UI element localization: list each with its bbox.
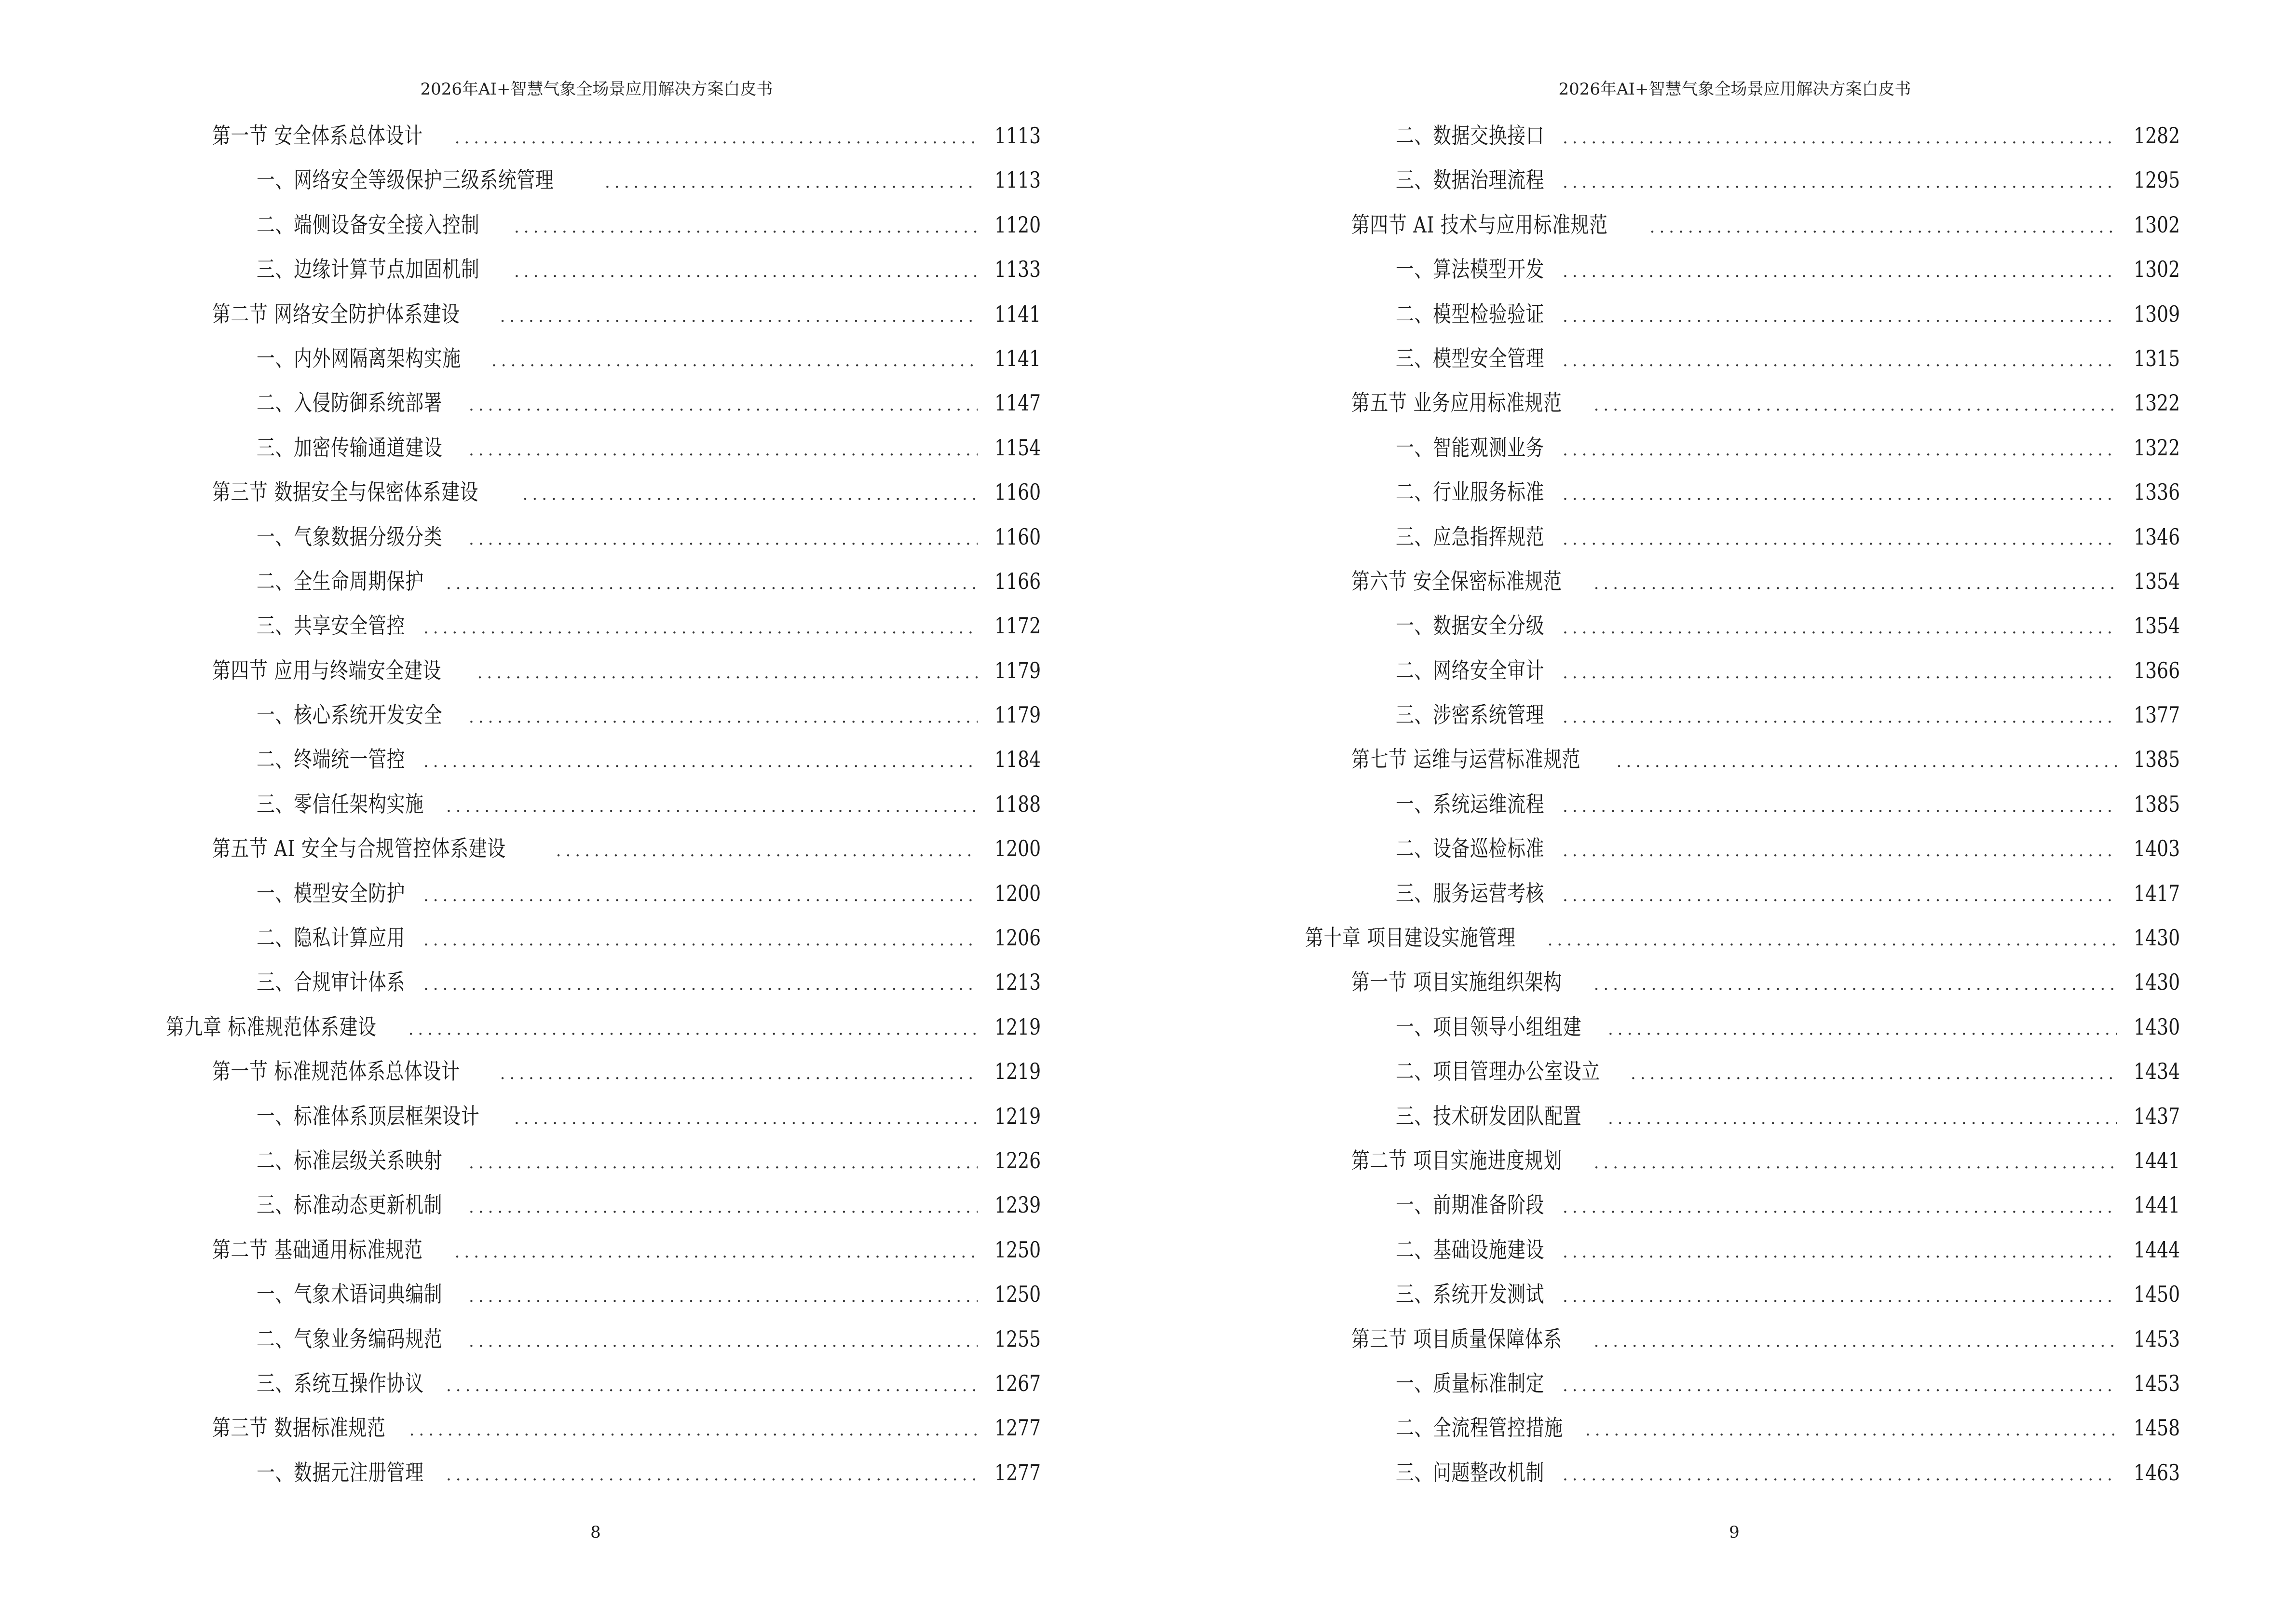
toc-entry-title: 一、项目领导小组组建 (1396, 1013, 1582, 1040)
toc-entry-title: 二、气象业务编码规范 (257, 1325, 443, 1352)
running-header: 2026年AI+智慧气象全场景应用解决方案白皮书 (1558, 80, 1911, 99)
toc-entry-item[interactable] (1305, 1010, 2180, 1054)
toc-entry-page-number: 1309 (2133, 300, 2180, 327)
toc-entry-title: 三、技术研发团队配置 (1396, 1103, 1582, 1129)
toc-entry-title: 第四节 应用与终端安全建设 (212, 657, 442, 683)
toc-entry-page-number: 1366 (2133, 657, 2180, 683)
toc-entry-item[interactable] (1305, 654, 2180, 698)
dot-leader (469, 1280, 978, 1313)
toc-entry-item[interactable] (1305, 475, 2180, 519)
toc-entry-page-number: 1441 (2133, 1192, 2180, 1218)
toc-entry-section[interactable] (166, 297, 1041, 341)
dot-leader (1563, 522, 2117, 556)
toc-entry-page-number: 1282 (2133, 123, 2180, 149)
toc-entry-item[interactable] (166, 921, 1041, 965)
toc-entry-page-number: 1354 (2133, 613, 2180, 639)
toc-entry-item[interactable] (166, 208, 1041, 252)
toc-entry-page-number: 1166 (994, 568, 1041, 594)
dot-leader (1563, 879, 2117, 913)
dot-leader (469, 522, 978, 556)
toc-entry-item[interactable] (166, 520, 1041, 564)
toc-entry-item[interactable] (166, 252, 1041, 297)
toc-entry-title: 一、数据元注册管理 (257, 1459, 424, 1486)
dot-leader (455, 1235, 978, 1269)
toc-entry-item[interactable] (166, 1099, 1041, 1144)
toc-entry-title: 一、算法模型开发 (1396, 256, 1545, 283)
toc-entry-title: 三、系统开发测试 (1396, 1281, 1545, 1308)
toc-entry-title: 第十章 项目建设实施管理 (1305, 925, 1516, 951)
toc-entry-title: 二、全流程管控措施 (1396, 1415, 1563, 1441)
dot-leader (1563, 165, 2117, 199)
dot-leader (1594, 388, 2117, 422)
toc-entry-title: 第一节 项目实施组织架构 (1351, 969, 1562, 996)
toc-entry-item[interactable] (166, 1144, 1041, 1188)
toc-entry-page-number: 1295 (2133, 167, 2180, 193)
toc-entry-title: 一、核心系统开发安全 (257, 702, 443, 728)
dot-leader (1594, 968, 2117, 1001)
toc-entry-title: 第二节 项目实施进度规划 (1351, 1147, 1562, 1174)
toc-entry-title: 第三节 项目质量保障体系 (1351, 1325, 1562, 1352)
dot-leader (455, 121, 978, 155)
toc-entry-page-number: 1458 (2133, 1415, 2180, 1441)
toc-entry-section[interactable] (1305, 564, 2180, 609)
toc-entry-title: 一、系统运维流程 (1396, 791, 1545, 817)
toc-entry-item[interactable] (166, 1366, 1041, 1411)
toc-entry-title: 第三节 数据安全与保密体系建设 (212, 479, 479, 505)
toc-entry-item[interactable] (166, 965, 1041, 1010)
toc-entry-title: 第二节 网络安全防护体系建设 (212, 300, 460, 327)
dot-leader (514, 255, 978, 288)
toc-entry-section[interactable] (166, 654, 1041, 698)
toc-entry-section[interactable] (166, 832, 1041, 876)
toc-entry-page-number: 1453 (2133, 1370, 2180, 1396)
dot-leader (514, 1102, 978, 1135)
toc-entry-item[interactable] (1305, 832, 2180, 876)
toc-entry-item[interactable] (1305, 1188, 2180, 1232)
toc-entry-title: 一、智能观测业务 (1396, 434, 1545, 461)
toc-entry-page-number: 1219 (994, 1103, 1041, 1129)
toc-entry-title: 三、模型安全管理 (1396, 345, 1545, 371)
dot-leader (1563, 834, 2117, 868)
toc-entry-title: 二、模型检验验证 (1396, 300, 1545, 327)
dot-leader (1563, 700, 2117, 734)
toc-entry-page-number: 1444 (2133, 1236, 2180, 1263)
toc-entry-page-number: 1322 (2133, 434, 2180, 461)
toc-entry-item[interactable] (1305, 1233, 2180, 1277)
toc-entry-item[interactable] (1305, 431, 2180, 475)
toc-entry-section[interactable] (166, 119, 1041, 163)
toc-entry-item[interactable] (1305, 163, 2180, 207)
toc-entry-page-number: 1437 (2133, 1103, 2180, 1129)
toc-entry-item[interactable] (166, 1188, 1041, 1232)
dot-leader (423, 968, 978, 1001)
toc-entry-title: 一、质量标准制定 (1396, 1370, 1545, 1396)
dot-leader (1563, 1280, 2117, 1313)
toc-entry-page-number: 1302 (2133, 211, 2180, 238)
dot-leader (469, 1324, 978, 1358)
dot-leader (423, 745, 978, 778)
dot-leader (1631, 1057, 2117, 1091)
toc-entry-page-number: 1385 (2133, 791, 2180, 817)
toc-entry-page-number: 1250 (994, 1236, 1041, 1263)
dot-leader (408, 1012, 978, 1046)
table-of-contents (166, 119, 1041, 1500)
toc-entry-title: 三、系统互操作协议 (257, 1370, 424, 1396)
dot-leader (1594, 1324, 2117, 1358)
toc-entry-title: 三、标准动态更新机制 (257, 1192, 443, 1218)
toc-entry-page-number: 1113 (994, 167, 1041, 193)
toc-entry-title: 一、模型安全防护 (257, 880, 406, 906)
toc-entry-page-number: 1200 (994, 835, 1041, 862)
toc-entry-title: 一、前期准备阶段 (1396, 1192, 1545, 1218)
toc-entry-page-number: 1453 (2133, 1325, 2180, 1352)
toc-entry-item[interactable] (1305, 297, 2180, 341)
dot-leader (500, 1057, 978, 1091)
toc-entry-item[interactable] (166, 698, 1041, 742)
toc-entry-title: 一、标准体系顶层框架设计 (257, 1103, 480, 1129)
toc-entry-page-number: 1184 (994, 746, 1041, 773)
toc-entry-page-number: 1277 (994, 1415, 1041, 1441)
dot-leader (446, 567, 978, 600)
toc-entry-title: 三、零信任架构实施 (257, 791, 424, 817)
toc-entry-item[interactable] (1305, 520, 2180, 564)
toc-entry-title: 第四节 AI 技术与应用标准规范 (1351, 211, 1608, 238)
toc-entry-title: 二、项目管理办公室设立 (1396, 1058, 1600, 1085)
toc-entry-title: 第七节 运维与运营标准规范 (1351, 746, 1581, 773)
toc-entry-title: 第一节 标准规范体系总体设计 (212, 1058, 460, 1085)
toc-entry-title: 三、服务运营考核 (1396, 880, 1545, 906)
dot-leader (409, 1413, 978, 1447)
toc-entry-title: 二、设备巡检标准 (1396, 835, 1545, 862)
toc-entry-title: 三、问题整改机制 (1396, 1459, 1545, 1486)
toc-entry-page-number: 1172 (994, 613, 1041, 639)
toc-entry-title: 第二节 基础通用标准规范 (212, 1236, 423, 1263)
toc-entry-item[interactable] (166, 1277, 1041, 1322)
toc-entry-title: 三、共享安全管控 (257, 613, 406, 639)
toc-entry-title: 一、数据安全分级 (1396, 613, 1545, 639)
toc-entry-section[interactable] (166, 1054, 1041, 1099)
dot-leader (1563, 790, 2117, 823)
toc-entry-page-number: 1267 (994, 1370, 1041, 1396)
toc-entry-page-number: 1133 (994, 256, 1041, 283)
running-header: 2026年AI+智慧气象全场景应用解决方案白皮书 (420, 80, 773, 99)
toc-entry-title: 一、内外网隔离架构实施 (257, 345, 461, 371)
toc-entry-page-number: 1250 (994, 1281, 1041, 1308)
toc-entry-page-number: 1141 (994, 300, 1041, 327)
dot-leader (1563, 478, 2117, 511)
toc-entry-page-number: 1450 (2133, 1281, 2180, 1308)
toc-entry-page-number: 1154 (994, 434, 1041, 461)
toc-entry-page-number: 1120 (994, 211, 1041, 238)
toc-entry-page-number: 1179 (994, 657, 1041, 683)
toc-entry-item[interactable] (1305, 1411, 2180, 1455)
toc-entry-page-number: 1302 (2133, 256, 2180, 283)
toc-entry-item[interactable] (1305, 698, 2180, 742)
toc-entry-page-number: 1315 (2133, 345, 2180, 371)
toc-entry-item[interactable] (166, 1456, 1041, 1500)
dot-leader (1563, 611, 2117, 645)
dot-leader (1563, 121, 2117, 155)
dot-leader (556, 834, 978, 868)
toc-entry-title: 第五节 业务应用标准规范 (1351, 390, 1562, 416)
dot-leader (523, 478, 978, 511)
toc-entry-item[interactable] (1305, 1054, 2180, 1099)
toc-entry-section[interactable] (166, 1233, 1041, 1277)
toc-entry-page-number: 1213 (994, 969, 1041, 996)
dot-leader (1563, 344, 2117, 378)
toc-entry-item[interactable] (166, 163, 1041, 207)
toc-entry-page-number: 1147 (994, 390, 1041, 416)
toc-entry-title: 二、全生命周期保护 (257, 568, 424, 594)
dot-leader (446, 1458, 978, 1492)
toc-entry-page-number: 1141 (994, 345, 1041, 371)
toc-entry-page-number: 1430 (2133, 925, 2180, 951)
toc-entry-item[interactable] (1305, 119, 2180, 163)
toc-entry-section[interactable] (166, 1411, 1041, 1455)
toc-entry-page-number: 1239 (994, 1192, 1041, 1218)
toc-entry-page-number: 1354 (2133, 568, 2180, 594)
toc-entry-title: 三、边缘计算节点加固机制 (257, 256, 480, 283)
toc-entry-chapter[interactable] (166, 1010, 1041, 1054)
toc-entry-title: 一、网络安全等级保护三级系统管理 (257, 167, 554, 193)
toc-entry-page-number: 1346 (2133, 523, 2180, 550)
dot-leader (605, 165, 978, 199)
toc-entry-item[interactable] (166, 564, 1041, 609)
dot-leader (1563, 1458, 2117, 1492)
toc-entry-title: 第五节 AI 安全与合规管控体系建设 (212, 835, 506, 862)
toc-entry-title: 二、入侵防御系统部署 (257, 390, 443, 416)
dot-leader (469, 1146, 978, 1180)
toc-entry-page-number: 1188 (994, 791, 1041, 817)
toc-entry-page-number: 1160 (994, 523, 1041, 550)
toc-entry-item[interactable] (166, 742, 1041, 787)
toc-entry-title: 二、数据交换接口 (1396, 123, 1545, 149)
toc-entry-page-number: 1179 (994, 702, 1041, 728)
toc-entry-page-number: 1277 (994, 1459, 1041, 1486)
toc-entry-title: 三、加密传输通道建设 (257, 434, 443, 461)
toc-entry-item[interactable] (166, 431, 1041, 475)
toc-entry-section[interactable] (1305, 386, 2180, 430)
toc-entry-page-number: 1417 (2133, 880, 2180, 906)
toc-entry-item[interactable] (166, 609, 1041, 653)
toc-entry-title: 三、合规审计体系 (257, 969, 406, 996)
page-number: 9 (1729, 1523, 1740, 1542)
toc-entry-page-number: 1463 (2133, 1459, 2180, 1486)
toc-entry-item[interactable] (1305, 1366, 2180, 1411)
toc-entry-item[interactable] (166, 341, 1041, 386)
toc-entry-item[interactable] (1305, 1277, 2180, 1322)
toc-entry-item[interactable] (1305, 787, 2180, 832)
toc-entry-title: 一、气象数据分级分类 (257, 523, 443, 550)
toc-entry-page-number: 1430 (2133, 969, 2180, 996)
dot-leader (469, 433, 978, 467)
toc-entry-page-number: 1200 (994, 880, 1041, 906)
toc-entry-title: 二、基础设施建设 (1396, 1236, 1545, 1263)
dot-leader (1548, 923, 2117, 957)
toc-entry-page-number: 1226 (994, 1147, 1041, 1174)
toc-entry-section[interactable] (1305, 1144, 2180, 1188)
dot-leader (446, 790, 978, 823)
toc-entry-page-number: 1219 (994, 1058, 1041, 1085)
toc-entry-title: 二、网络安全审计 (1396, 657, 1545, 683)
page-number: 8 (590, 1523, 601, 1542)
toc-entry-section[interactable] (1305, 1322, 2180, 1366)
toc-entry-title: 二、标准层级关系映射 (257, 1147, 443, 1174)
toc-entry-title: 二、隐私计算应用 (257, 925, 406, 951)
toc-entry-item[interactable] (1305, 1099, 2180, 1144)
dot-leader (1563, 1190, 2117, 1224)
dot-leader (469, 700, 978, 734)
toc-entry-title: 第九章 标准规范体系建设 (166, 1013, 377, 1040)
toc-entry-page-number: 1385 (2133, 746, 2180, 773)
toc-entry-item[interactable] (1305, 876, 2180, 921)
toc-entry-page-number: 1255 (994, 1325, 1041, 1352)
dot-leader (491, 344, 978, 378)
toc-entry-title: 二、行业服务标准 (1396, 479, 1545, 505)
toc-entry-page-number: 1377 (2133, 702, 2180, 728)
toc-entry-title: 三、涉密系统管理 (1396, 702, 1545, 728)
dot-leader (477, 656, 978, 690)
toc-entry-item[interactable] (1305, 252, 2180, 297)
dot-leader (1563, 433, 2117, 467)
toc-entry-item[interactable] (166, 876, 1041, 921)
toc-entry-item[interactable] (1305, 609, 2180, 653)
dot-leader (1617, 745, 2117, 778)
dot-leader (423, 611, 978, 645)
dot-leader (1650, 210, 2117, 244)
toc-entry-section[interactable] (1305, 965, 2180, 1010)
toc-entry-title: 第三节 数据标准规范 (212, 1415, 386, 1441)
toc-entry-item[interactable] (1305, 341, 2180, 386)
toc-entry-title: 二、端侧设备安全接入控制 (257, 211, 480, 238)
toc-entry-title: 二、终端统一管控 (257, 746, 406, 773)
toc-entry-page-number: 1336 (2133, 479, 2180, 505)
dot-leader (423, 879, 978, 913)
dot-leader (1594, 567, 2117, 600)
dot-leader (1563, 300, 2117, 333)
toc-entry-item[interactable] (166, 386, 1041, 430)
toc-entry-page-number: 1322 (2133, 390, 2180, 416)
toc-entry-section[interactable] (1305, 742, 2180, 787)
dot-leader (1563, 1369, 2117, 1403)
dot-leader (500, 300, 978, 333)
dot-leader (514, 210, 978, 244)
toc-entry-page-number: 1219 (994, 1013, 1041, 1040)
toc-entry-page-number: 1403 (2133, 835, 2180, 862)
toc-entry-title: 三、数据治理流程 (1396, 167, 1545, 193)
toc-entry-title: 第六节 安全保密标准规范 (1351, 568, 1562, 594)
toc-entry-page-number: 1441 (2133, 1147, 2180, 1174)
dot-leader (1608, 1102, 2117, 1135)
dot-leader (1563, 1235, 2117, 1269)
toc-entry-title: 一、气象术语词典编制 (257, 1281, 443, 1308)
dot-leader (1608, 1012, 2117, 1046)
toc-entry-title: 第一节 安全体系总体设计 (212, 123, 423, 149)
dot-leader (469, 1190, 978, 1224)
toc-entry-page-number: 1206 (994, 925, 1041, 951)
dot-leader (1594, 1146, 2117, 1180)
toc-entry-page-number: 1430 (2133, 1013, 2180, 1040)
dot-leader (469, 388, 978, 422)
toc-entry-section[interactable] (1305, 208, 2180, 252)
dot-leader (446, 1369, 978, 1403)
toc-entry-page-number: 1113 (994, 123, 1041, 149)
toc-entry-page-number: 1434 (2133, 1058, 2180, 1085)
dot-leader (1563, 255, 2117, 288)
table-of-contents (1305, 119, 2180, 1500)
toc-entry-item[interactable] (1305, 1456, 2180, 1500)
toc-entry-item[interactable] (166, 787, 1041, 832)
toc-entry-title: 三、应急指挥规范 (1396, 523, 1545, 550)
toc-entry-item[interactable] (166, 1322, 1041, 1366)
toc-entry-page-number: 1160 (994, 479, 1041, 505)
dot-leader (1563, 656, 2117, 690)
dot-leader (1585, 1413, 2117, 1447)
right-page (1144, 0, 2287, 1624)
dot-leader (423, 923, 978, 957)
toc-entry-chapter[interactable] (1305, 921, 2180, 965)
toc-entry-section[interactable] (166, 475, 1041, 519)
